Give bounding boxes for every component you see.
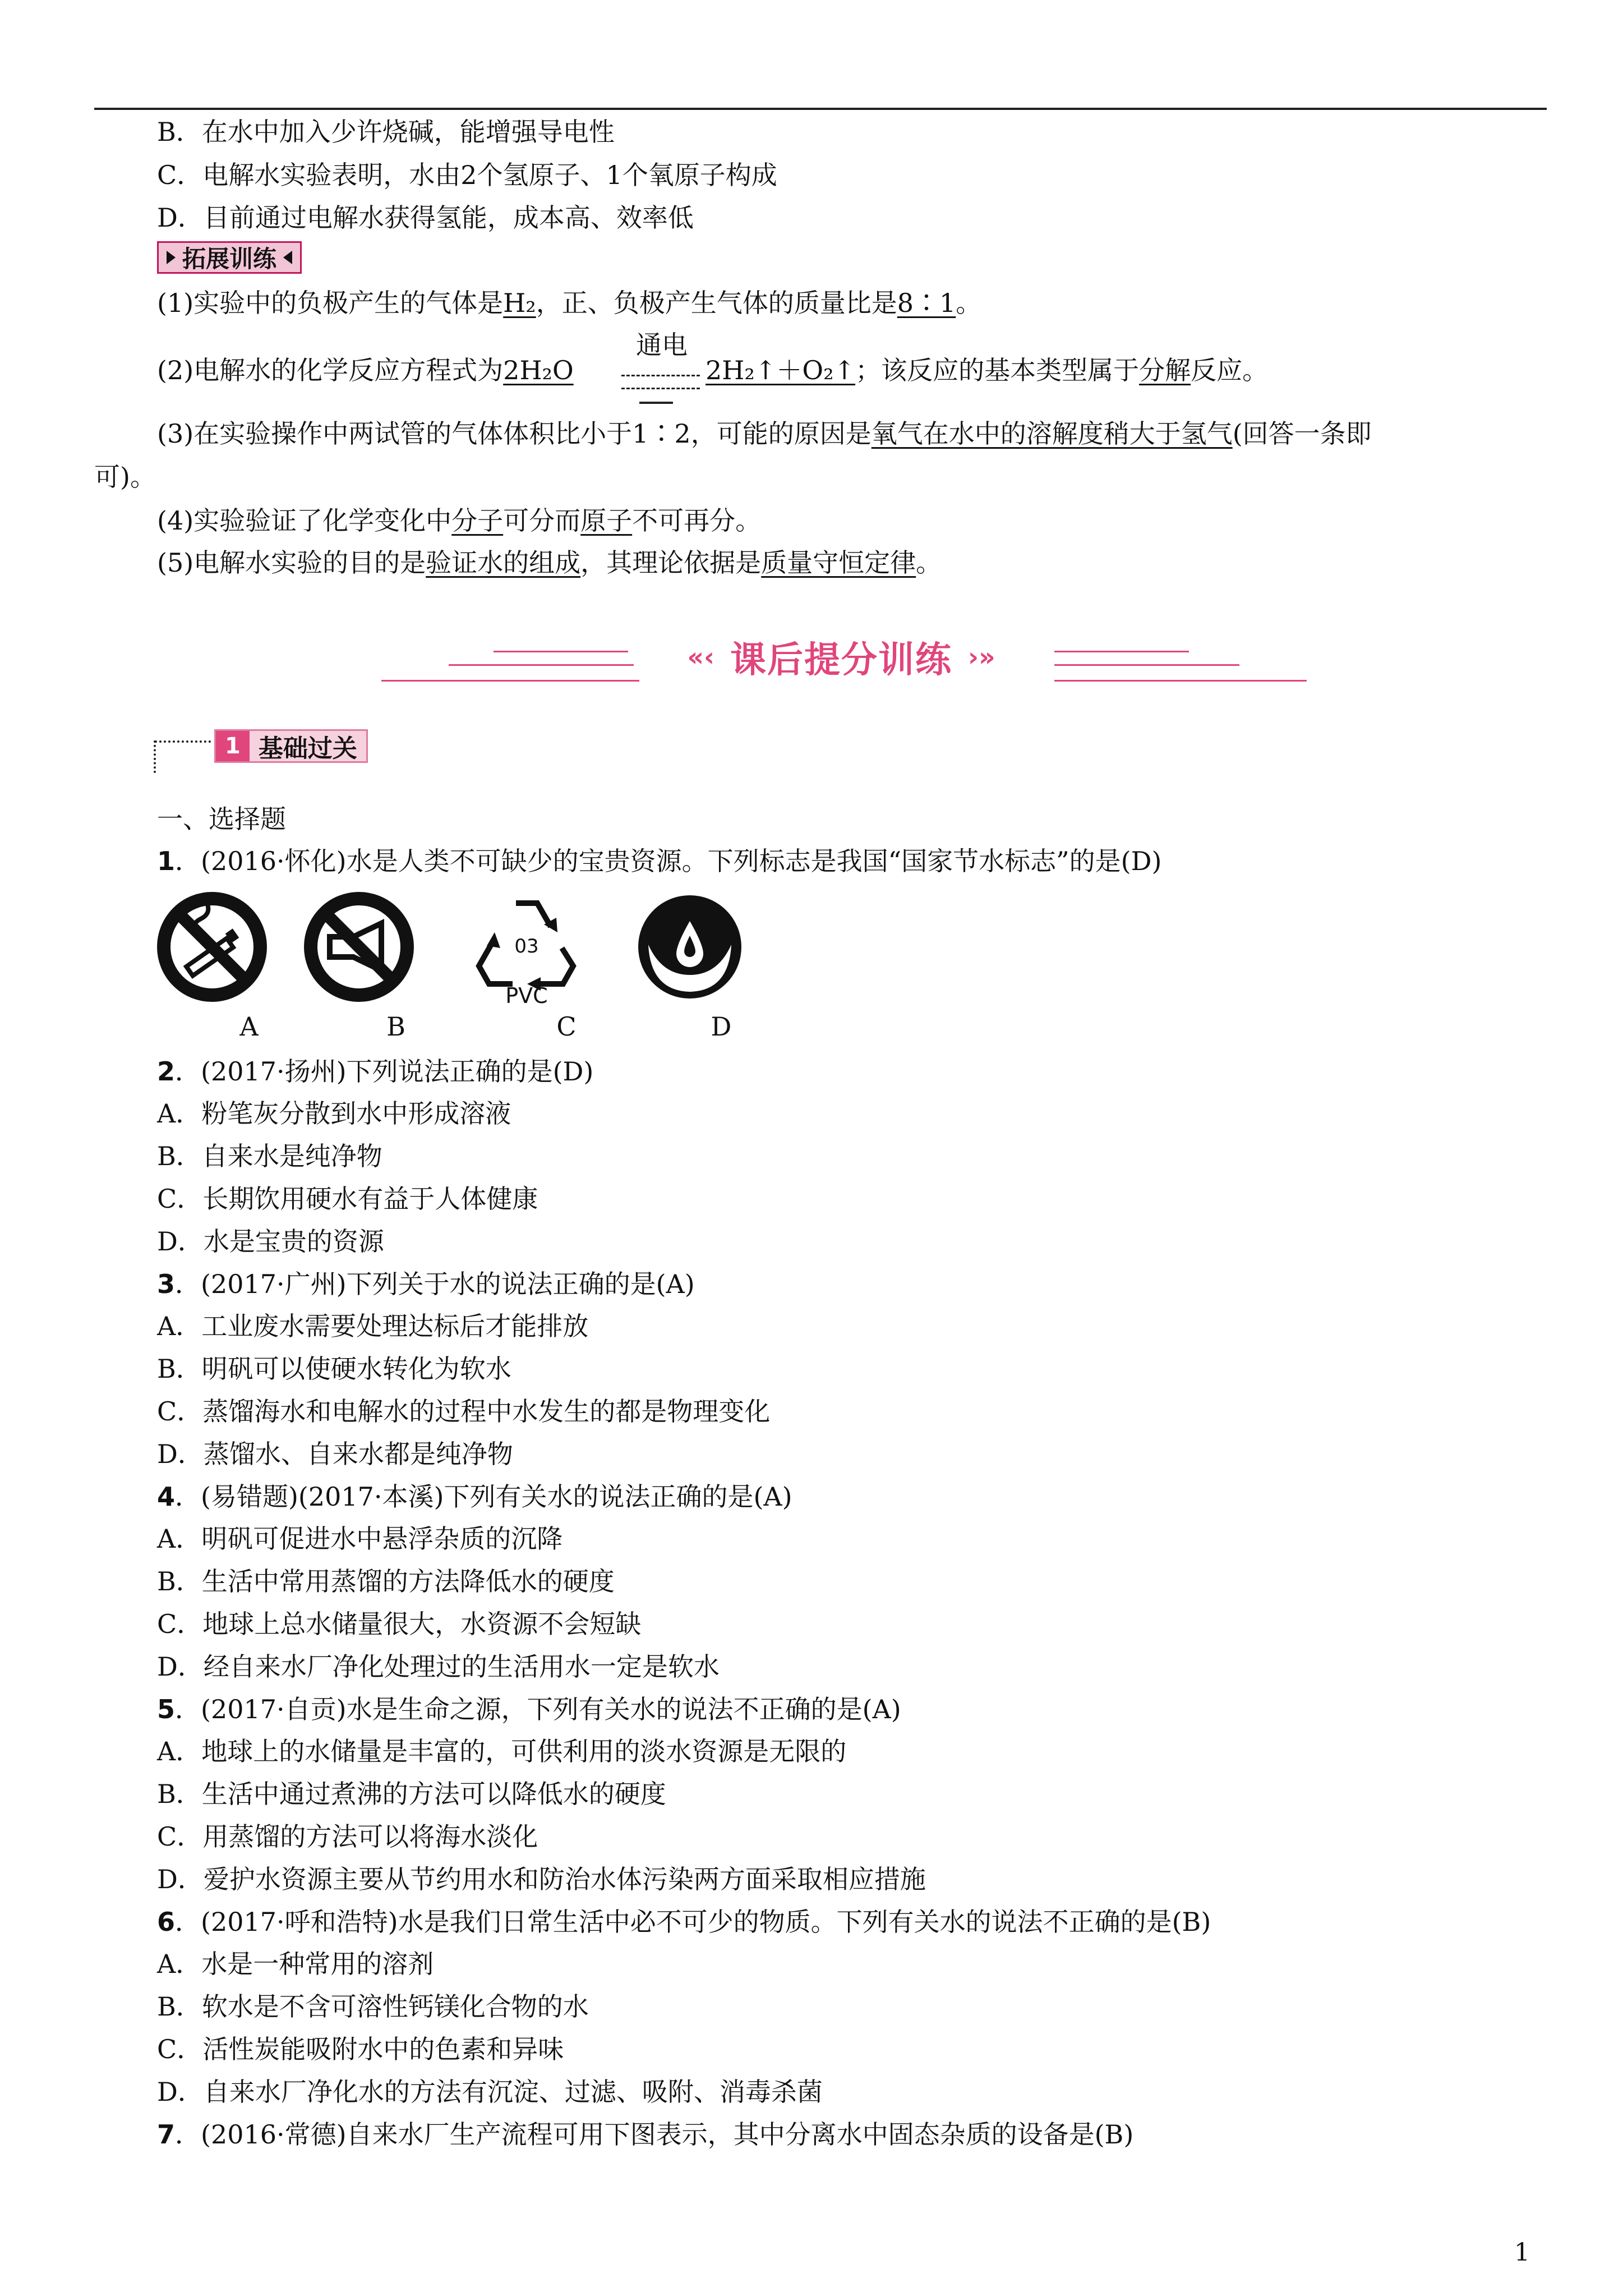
option: A．工业废水需要处理达标后才能排放 <box>157 1311 589 1341</box>
expand-q5 <box>157 546 942 579</box>
recycle-text: PVC <box>505 983 548 1004</box>
question-number: 7 <box>157 2119 176 2150</box>
q4-answer-molecule: 分子 <box>451 505 504 536</box>
expand-q3-cont: 可)。 <box>94 462 156 492</box>
q2-text-mid: ；该反应的基本类型属于 <box>855 355 1140 385</box>
q3-answer: 氧气在水中的溶解度稍大于氢气 <box>871 418 1233 449</box>
expand-training-label: 拓展训练 <box>182 245 277 273</box>
option: B．明矾可以使硬水转化为软水 <box>157 1354 511 1384</box>
banner-line <box>381 680 639 682</box>
question-1 <box>157 844 1161 878</box>
question-5 <box>157 1692 901 1726</box>
q5-text-mid: ，其理论依据是 <box>580 547 762 578</box>
q1-text-mid: ，正、负极产生气体的质量比是 <box>536 288 897 318</box>
option: B．生活中通过煮沸的方法可以降低水的硬度 <box>157 1779 666 1809</box>
option: A．明矾可促进水中悬浮杂质的沉降 <box>157 1524 563 1554</box>
option: C．活性炭能吸附水中的色素和异味 <box>157 2034 564 2064</box>
option: C．用蒸馏的方法可以将海水淡化 <box>157 1821 538 1852</box>
equals-sign <box>621 375 700 389</box>
chevron-right-icon: ›» <box>968 642 995 672</box>
option-d: D．目前通过电解水获得氢能，成本高、效率低 <box>157 203 694 233</box>
q4-answer-atom: 原子 <box>580 505 633 536</box>
section-banner <box>639 633 1043 681</box>
banner-line <box>1054 651 1189 652</box>
question-number: 3 <box>157 1269 176 1299</box>
option: D．蒸馏水、自来水都是纯净物 <box>157 1439 513 1469</box>
question-text: ．(2017·自贡)水是生命之源，下列有关水的说法不正确的是(A) <box>175 1694 901 1724</box>
expand-q2-right <box>706 353 1268 387</box>
q2-products: 2H₂↑＋O₂↑ <box>706 355 856 385</box>
triangle-right-icon <box>167 251 176 264</box>
question-6 <box>157 1905 1211 1939</box>
question-number: 1 <box>157 846 176 876</box>
q5-text: (5)电解水实验的目的是 <box>157 547 426 578</box>
equals-bar <box>639 402 673 404</box>
question-number: 6 <box>157 1907 176 1937</box>
question-2 <box>157 1055 593 1088</box>
question-3 <box>157 1267 695 1301</box>
top-rule <box>94 108 1547 110</box>
question-number: 5 <box>157 1694 176 1724</box>
option: D．水是宝贵的资源 <box>157 1226 384 1257</box>
dotted-corner <box>154 740 156 773</box>
option: D．爱护水资源主要从节约用水和防治水体污染两方面采取相应措施 <box>157 1864 926 1894</box>
banner-line <box>1054 664 1239 666</box>
question-text: ．(2016·常德)自来水厂生产流程可用下图表示，其中分离水中固态杂质的设备是(B) <box>175 2119 1134 2150</box>
section-number: 1 <box>216 731 250 761</box>
q5-answer-purpose: 验证水的组成 <box>426 547 581 578</box>
q3-text: (3)在实验操作中两试管的气体体积比小于1∶2，可能的原因是 <box>157 418 872 449</box>
question-4 <box>157 1480 792 1513</box>
q2-text-end: 反应。 <box>1191 355 1269 385</box>
question-text: ．(2016·怀化)水是人类不可缺少的宝贵资源。下列标志是我国“国家节水标志”的是(D) <box>175 846 1162 876</box>
page-number: 1 <box>1514 2238 1530 2267</box>
dotted-corner <box>155 740 211 743</box>
option: B．软水是不含可溶性钙镁化合物的水 <box>157 1991 589 2022</box>
expand-q4 <box>157 504 761 537</box>
expand-q1 <box>157 286 981 320</box>
banner-line <box>494 651 628 652</box>
option-label: C <box>556 1011 577 1042</box>
option: A．粉笔灰分散到水中形成溶液 <box>157 1098 511 1129</box>
option: C．蒸馏海水和电解水的过程中水发生的都是物理变化 <box>157 1396 771 1427</box>
reaction-condition: 通电 <box>636 330 688 360</box>
option: C．长期饮用硬水有益于人体健康 <box>157 1184 538 1214</box>
option: A．水是一种常用的溶剂 <box>157 1949 434 1979</box>
question-text: ．(2017·扬州)下列说法正确的是(D) <box>175 1056 594 1087</box>
question-text: ．(2017·广州)下列关于水的说法正确的是(A) <box>175 1269 695 1299</box>
option-label: A <box>239 1011 259 1042</box>
q4-text: (4)实验验证了化学变化中 <box>157 505 452 536</box>
q2-answer-type: 分解 <box>1139 355 1191 385</box>
option: A．地球上的水储量是丰富的，可供利用的淡水资源是无限的 <box>157 1736 847 1766</box>
triangle-left-icon <box>283 251 292 264</box>
question-text: ．(易错题)(2017·本溪)下列有关水的说法正确的是(A) <box>175 1481 792 1512</box>
no-honking-icon <box>303 891 415 1003</box>
q5-text-end: 。 <box>916 547 942 578</box>
no-smoking-icon <box>156 891 268 1003</box>
recycle-code: 03 <box>514 935 539 958</box>
question-number: 4 <box>157 1481 176 1512</box>
q2-text: (2)电解水的化学反应方程式为 <box>157 355 504 385</box>
q3-text-end: (回答一条即 <box>1232 418 1372 449</box>
option: B．自来水是纯净物 <box>157 1141 382 1171</box>
banner-line <box>449 664 634 666</box>
option: B．生活中常用蒸馏的方法降低水的硬度 <box>157 1566 615 1596</box>
option-c: C．电解水实验表明，水由2个氢原子、1个氧原子构成 <box>157 160 777 190</box>
option: D．经自来水厂净化处理过的生活用水一定是软水 <box>157 1651 720 1682</box>
q1-answer-ratio: 8∶1 <box>897 288 956 318</box>
q1-answer-gas: H₂ <box>503 288 536 318</box>
section-badge <box>214 729 368 763</box>
q4-text-end: 不可再分。 <box>632 505 762 536</box>
expand-training-tag <box>157 241 302 274</box>
q4-text-mid: 可分而 <box>503 505 581 536</box>
q5-answer-law: 质量守恒定律 <box>761 547 916 578</box>
q1-text-end: 。 <box>956 288 982 318</box>
section-heading: 一、选择题 <box>157 804 286 834</box>
expand-q2-left <box>157 353 574 387</box>
recycle-pvc-icon <box>467 892 587 1004</box>
option-label: B <box>386 1011 405 1042</box>
q2-reactant: 2H₂O <box>503 355 574 385</box>
section-label: 基础过关 <box>258 734 357 763</box>
banner-line <box>1054 680 1307 682</box>
water-saving-icon <box>634 891 746 1003</box>
option-b: B．在水中加入少许烧碱，能增强导电性 <box>157 117 615 147</box>
expand-q3 <box>157 417 1372 450</box>
option: D．自来水厂净化水的方法有沉淀、过滤、吸附、消毒杀菌 <box>157 2077 823 2107</box>
q1-text: (1)实验中的负极产生的气体是 <box>157 288 504 318</box>
question-number: 2 <box>157 1056 176 1087</box>
question-text: ．(2017·呼和浩特)水是我们日常生活中必不可少的物质。下列有关水的说法不正确的是(B) <box>175 1907 1211 1937</box>
question-7 <box>157 2118 1133 2151</box>
option: C．地球上总水储量很大，水资源不会短缺 <box>157 1609 642 1639</box>
option-label: D <box>711 1011 732 1042</box>
chevron-left-icon: «‹ <box>687 642 714 672</box>
banner-title: 课后提分训练 <box>730 639 952 681</box>
